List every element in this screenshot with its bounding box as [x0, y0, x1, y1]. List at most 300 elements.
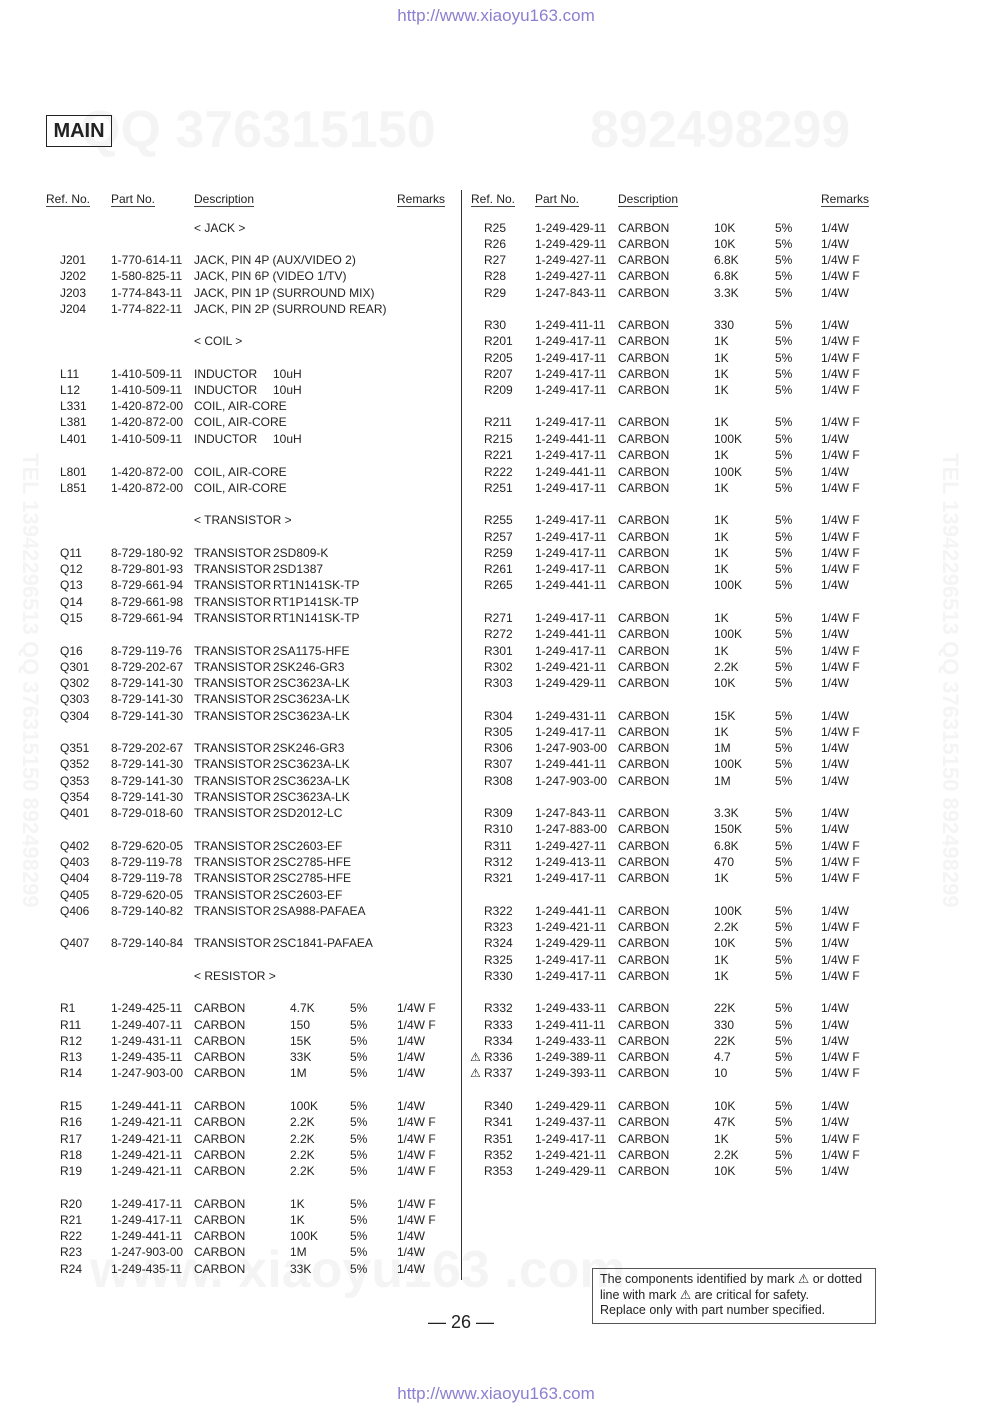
value: 1K [714, 725, 729, 739]
remarks: 1/4W F [821, 367, 860, 381]
part-no: 1-249-417-11 [535, 969, 607, 983]
part-type: 2SC2603-EF [273, 888, 343, 902]
category-label: < JACK > [194, 221, 246, 235]
part-no: 1-420-872-00 [111, 415, 184, 429]
description: CARBON [618, 1132, 670, 1146]
description: CARBON [618, 465, 670, 479]
tolerance: 5% [775, 1148, 793, 1162]
part-no: 1-249-433-11 [535, 1001, 607, 1015]
ref-no: R30 [484, 318, 507, 332]
description: TRANSISTOR [194, 936, 272, 950]
description: CARBON [618, 546, 670, 560]
remarks: 1/4W F [821, 269, 860, 283]
value: 4.7 [714, 1050, 731, 1064]
description: CARBON [618, 513, 670, 527]
part-no: 1-249-441-11 [535, 757, 607, 771]
remarks: 1/4W [821, 627, 850, 641]
ref-no: R215 [484, 432, 513, 446]
description: CARBON [618, 237, 670, 251]
value: 6.8K [714, 269, 739, 283]
tolerance: 5% [775, 709, 793, 723]
tolerance: 5% [350, 1115, 368, 1129]
value: 10uH [273, 432, 302, 446]
remarks: 1/4W F [821, 562, 860, 576]
remarks: 1/4W F [821, 351, 860, 365]
remarks: 1/4W [397, 1229, 426, 1243]
description: CARBON [618, 1115, 670, 1129]
part-type: RT1N141SK-TP [273, 578, 360, 592]
category-label: < RESISTOR > [194, 969, 276, 983]
value: 15K [714, 709, 736, 723]
page-number-text: — 26 — [427, 1312, 495, 1332]
tolerance: 5% [350, 1245, 368, 1259]
remarks: 1/4W F [821, 546, 860, 560]
tolerance: 5% [775, 936, 793, 950]
remarks: 1/4W F [397, 1001, 436, 1015]
ref-no: R255 [484, 513, 513, 527]
description: TRANSISTOR [194, 709, 272, 723]
ref-no: L11 [60, 367, 80, 381]
value: 2.2K [290, 1132, 315, 1146]
ref-no: R20 [60, 1197, 83, 1211]
part-no: 1-249-429-11 [535, 1099, 607, 1113]
description: CARBON [194, 1262, 246, 1276]
ref-no: R251 [484, 481, 513, 495]
ref-no: R17 [60, 1132, 83, 1146]
description: CARBON [618, 644, 670, 658]
tolerance: 5% [775, 660, 793, 674]
part-no: 8-729-801-93 [111, 562, 184, 576]
value: 47K [714, 1115, 736, 1129]
part-no: 1-249-429-11 [535, 676, 607, 690]
remarks: 1/4W [821, 1018, 850, 1032]
ref-no: J203 [60, 286, 87, 300]
description: CARBON [618, 774, 670, 788]
remarks: 1/4W [397, 1245, 426, 1259]
remarks: 1/4W [821, 709, 850, 723]
description: CARBON [194, 1050, 246, 1064]
tolerance: 5% [775, 644, 793, 658]
description: CARBON [194, 1245, 246, 1259]
tolerance: 5% [775, 1132, 793, 1146]
value: 150K [714, 822, 743, 836]
page-number [0, 1312, 922, 1333]
remarks: 1/4W F [397, 1115, 436, 1129]
ref-no: Q15 [60, 611, 83, 625]
part-no: 1-420-872-00 [111, 465, 184, 479]
remarks: 1/4W F [821, 513, 860, 527]
category-label: < TRANSISTOR > [194, 513, 292, 527]
ref-no: R19 [60, 1164, 83, 1178]
ref-no: R211 [484, 415, 512, 429]
header-desc: Description [194, 192, 255, 206]
remarks: 1/4W F [821, 1132, 860, 1146]
description: CARBON [618, 920, 670, 934]
tolerance: 5% [775, 465, 793, 479]
tolerance: 5% [775, 871, 793, 885]
ref-no: R207 [484, 367, 513, 381]
value: 2.2K [714, 660, 739, 674]
part-no: 1-249-441-11 [535, 904, 607, 918]
ref-no: R322 [484, 904, 513, 918]
remarks: 1/4W F [821, 530, 860, 544]
description: CARBON [194, 1213, 246, 1227]
description: TRANSISTOR [194, 741, 272, 755]
description: JACK, PIN 6P (VIDEO 1/TV) [194, 269, 347, 283]
value: 100K [714, 904, 743, 918]
description: TRANSISTOR [194, 806, 272, 820]
description: TRANSISTOR [194, 546, 272, 560]
description: CARBON [618, 709, 670, 723]
tolerance: 5% [775, 725, 793, 739]
part-no: 1-410-509-11 [111, 432, 183, 446]
part-no: 8-729-140-84 [111, 936, 184, 950]
ref-no: Q301 [60, 660, 90, 674]
description: TRANSISTOR [194, 562, 272, 576]
part-no: 1-249-431-11 [111, 1034, 183, 1048]
tolerance: 5% [775, 481, 793, 495]
ref-no: R11 [60, 1018, 82, 1032]
ref-no: Q12 [60, 562, 83, 576]
value: 3.3K [714, 806, 739, 820]
tolerance: 5% [775, 969, 793, 983]
tolerance: 5% [775, 1001, 793, 1015]
part-no: 1-249-441-11 [535, 578, 607, 592]
top-url[interactable]: http://www.xiaoyu163.com [397, 6, 595, 25]
ref-no: R1 [60, 1001, 76, 1015]
ref-no: R16 [60, 1115, 83, 1129]
remarks: 1/4W [821, 757, 850, 771]
value: 2.2K [290, 1164, 315, 1178]
ref-no: R309 [484, 806, 513, 820]
value: 10uH [273, 383, 302, 397]
part-no: 1-249-421-11 [111, 1115, 183, 1129]
part-no: 8-729-202-67 [111, 741, 184, 755]
tolerance: 5% [775, 774, 793, 788]
tolerance: 5% [350, 1001, 368, 1015]
part-type: 2SC2785-HFE [273, 871, 352, 885]
part-no: 8-729-119-76 [111, 644, 183, 658]
part-no: 1-249-429-11 [535, 237, 607, 251]
watermark [937, 453, 963, 973]
remarks: 1/4W [821, 1115, 850, 1129]
value: 10 [714, 1066, 728, 1080]
description: CARBON [618, 904, 670, 918]
tolerance: 5% [775, 367, 793, 381]
part-no: 1-249-417-11 [535, 546, 607, 560]
tolerance: 5% [775, 904, 793, 918]
tolerance: 5% [350, 1050, 368, 1064]
value: 100K [714, 757, 743, 771]
value: 1K [714, 415, 729, 429]
part-no: 1-249-425-11 [111, 1001, 183, 1015]
value: 1K [714, 513, 729, 527]
description: CARBON [618, 318, 670, 332]
ref-no: R325 [484, 953, 513, 967]
part-no: 1-249-429-11 [535, 936, 607, 950]
part-no: 8-729-141-30 [111, 757, 184, 771]
tolerance: 5% [350, 1066, 368, 1080]
ref-no: Q402 [60, 839, 90, 853]
value: 1K [714, 644, 729, 658]
description: CARBON [618, 1001, 670, 1015]
ref-no: Q303 [60, 692, 90, 706]
description: CARBON [618, 1148, 670, 1162]
description: CARBON [194, 1001, 246, 1015]
ref-no: R12 [60, 1034, 83, 1048]
description: CARBON [618, 221, 670, 235]
part-type: 2SC3623A-LK [273, 757, 350, 771]
part-no: 1-249-393-11 [535, 1066, 607, 1080]
ref-no: R341 [484, 1115, 513, 1129]
ref-no: R209 [484, 383, 513, 397]
tolerance: 5% [350, 1262, 368, 1276]
ref-no: R205 [484, 351, 513, 365]
remarks: 1/4W F [821, 969, 860, 983]
tolerance: 5% [775, 627, 793, 641]
tolerance: 5% [775, 611, 793, 625]
part-type: 2SC3623A-LK [273, 774, 350, 788]
part-no: 1-249-417-11 [535, 530, 607, 544]
value: 100K [714, 578, 743, 592]
value: 1K [714, 1132, 729, 1146]
safety-note-line: The components identified by mark ⚠ or dotted [600, 1272, 863, 1286]
remarks: 1/4W [821, 806, 850, 820]
tolerance: 5% [775, 351, 793, 365]
part-no: 8-729-141-30 [111, 774, 184, 788]
description: CARBON [618, 351, 670, 365]
part-type: 2SC2785-HFE [273, 855, 352, 869]
value: 15K [290, 1034, 312, 1048]
part-type: 2SC3623A-LK [273, 790, 350, 804]
remarks: 1/4W [821, 904, 850, 918]
description: CARBON [618, 1018, 670, 1032]
part-no: 1-420-872-00 [111, 481, 184, 495]
header-ref: Ref. No. [471, 192, 516, 206]
description: CARBON [618, 286, 670, 300]
remarks: 1/4W F [821, 448, 860, 462]
part-no: 1-249-417-11 [535, 953, 607, 967]
remarks: 1/4W F [821, 383, 860, 397]
description: CARBON [618, 953, 670, 967]
category-label: < COIL > [194, 334, 243, 348]
ref-no: L401 [60, 432, 87, 446]
ref-no: R303 [484, 676, 513, 690]
remarks: 1/4W [821, 774, 850, 788]
tolerance: 5% [350, 1148, 368, 1162]
value: 10K [714, 936, 736, 950]
description: TRANSISTOR [194, 644, 272, 658]
ref-no: Q405 [60, 888, 90, 902]
tolerance: 5% [775, 253, 793, 267]
part-type: RT1P141SK-TP [273, 595, 359, 609]
ref-no: R351 [484, 1132, 513, 1146]
tolerance: 5% [775, 432, 793, 446]
ref-no: R336 [484, 1050, 513, 1064]
remarks: 1/4W [821, 221, 850, 235]
tolerance: 5% [775, 286, 793, 300]
ref-no: Q13 [60, 578, 83, 592]
part-no: 8-729-140-82 [111, 904, 184, 918]
part-no: 8-729-119-78 [111, 871, 183, 885]
description: CARBON [618, 1050, 670, 1064]
value: 1K [714, 530, 729, 544]
ref-no: R332 [484, 1001, 513, 1015]
description: CARBON [194, 1148, 246, 1162]
tolerance: 5% [775, 237, 793, 251]
remarks: 1/4W [821, 1034, 850, 1048]
part-type: 2SK246-GR3 [273, 660, 345, 674]
ref-no: Q353 [60, 774, 90, 788]
part-no: 8-729-119-78 [111, 855, 183, 869]
part-no: 1-247-903-00 [535, 741, 608, 755]
header-part: Part No. [535, 192, 580, 206]
part-no: 8-729-141-30 [111, 709, 184, 723]
description: CARBON [194, 1034, 246, 1048]
description: CARBON [618, 1099, 670, 1113]
header-part: Part No. [111, 192, 156, 206]
value: 10K [714, 221, 736, 235]
remarks: 1/4W [821, 318, 850, 332]
ref-no: R24 [60, 1262, 83, 1276]
value: 2.2K [714, 920, 739, 934]
description: CARBON [194, 1197, 246, 1211]
part-no: 1-247-843-11 [535, 806, 607, 820]
value: 33K [290, 1050, 312, 1064]
tolerance: 5% [775, 806, 793, 820]
tolerance: 5% [775, 221, 793, 235]
part-no: 1-249-441-11 [535, 627, 607, 641]
remarks: 1/4W [821, 432, 850, 446]
tolerance: 5% [775, 855, 793, 869]
ref-no: R18 [60, 1148, 83, 1162]
ref-no: R305 [484, 725, 513, 739]
tolerance: 5% [350, 1132, 368, 1146]
description: COIL, AIR-CORE [194, 465, 287, 479]
description: TRANSISTOR [194, 839, 272, 853]
value: 1K [290, 1213, 305, 1227]
part-no: 1-247-903-00 [535, 774, 608, 788]
remarks: 1/4W F [397, 1197, 436, 1211]
part-no: 8-729-620-05 [111, 839, 184, 853]
description: TRANSISTOR [194, 660, 272, 674]
ref-no: L12 [60, 383, 81, 397]
warning-icon: ⚠ [470, 1066, 481, 1080]
description: TRANSISTOR [194, 790, 272, 804]
description: TRANSISTOR [194, 888, 272, 902]
remarks: 1/4W F [821, 1148, 860, 1162]
remarks: 1/4W F [397, 1018, 436, 1032]
description: CARBON [618, 415, 670, 429]
value: 330 [714, 1018, 735, 1032]
part-no: 1-247-883-00 [535, 822, 608, 836]
value: 1K [714, 969, 729, 983]
part-no: 1-249-417-11 [535, 644, 607, 658]
description: CARBON [618, 660, 670, 674]
value: 1K [714, 383, 729, 397]
value: 1K [714, 546, 729, 560]
description: CARBON [618, 1066, 670, 1080]
part-no: 1-249-411-11 [535, 318, 606, 332]
ref-no: R201 [484, 334, 513, 348]
description: CARBON [618, 936, 670, 950]
tolerance: 5% [350, 1018, 368, 1032]
part-type: 2SD2012-LC [273, 806, 343, 820]
part-no: 8-729-018-60 [111, 806, 184, 820]
description: TRANSISTOR [194, 578, 272, 592]
description: CARBON [618, 1034, 670, 1048]
description: CARBON [618, 367, 670, 381]
ref-no: R257 [484, 530, 513, 544]
part-no: 1-249-417-11 [535, 351, 607, 365]
ref-no: R25 [484, 221, 507, 235]
description: CARBON [618, 611, 670, 625]
part-no: 1-249-421-11 [535, 920, 607, 934]
value: 33K [290, 1262, 312, 1276]
ref-no: R311 [484, 839, 512, 853]
part-no: 1-249-421-11 [111, 1132, 183, 1146]
tolerance: 5% [350, 1164, 368, 1178]
description: TRANSISTOR [194, 692, 272, 706]
ref-no: R321 [484, 871, 513, 885]
ref-no: R28 [484, 269, 507, 283]
value: 2.2K [714, 1148, 739, 1162]
description: TRANSISTOR [194, 676, 272, 690]
value: 100K [714, 465, 743, 479]
bottom-url[interactable]: http://www.xiaoyu163.com [397, 1384, 595, 1403]
ref-no: Q16 [60, 644, 83, 658]
ref-no: R22 [60, 1229, 83, 1243]
description: TRANSISTOR [194, 611, 272, 625]
value: 6.8K [714, 839, 739, 853]
part-type: 2SD809-K [273, 546, 329, 560]
part-no: 1-249-441-11 [111, 1099, 183, 1113]
part-no: 1-249-417-11 [535, 513, 607, 527]
description: CARBON [618, 871, 670, 885]
part-no: 1-249-417-11 [535, 448, 607, 462]
tolerance: 5% [775, 448, 793, 462]
part-no: 1-249-407-11 [111, 1018, 183, 1032]
part-no: 1-249-421-11 [111, 1164, 183, 1178]
part-no: 1-249-437-11 [535, 1115, 607, 1129]
header-remarks: Remarks [397, 192, 446, 206]
part-no: 1-249-429-11 [535, 221, 607, 235]
description: CARBON [194, 1164, 246, 1178]
header-ref: Ref. No. [46, 192, 91, 206]
part-no: 1-249-417-11 [535, 334, 607, 348]
part-no: 1-249-417-11 [111, 1213, 183, 1227]
ref-no: R261 [484, 562, 513, 576]
value: 1K [714, 562, 729, 576]
part-type: 2SC1841-PAFAEA [273, 936, 373, 950]
part-type: 2SA988-PAFAEA [273, 904, 366, 918]
value: 470 [714, 855, 735, 869]
ref-no: R302 [484, 660, 513, 674]
part-no: 8-729-141-30 [111, 790, 184, 804]
header-desc: Description [618, 192, 679, 206]
value: 6.8K [714, 253, 739, 267]
value: 1K [714, 334, 729, 348]
ref-no: R23 [60, 1245, 83, 1259]
description: COIL, AIR-CORE [194, 399, 287, 413]
description: CARBON [618, 269, 670, 283]
ref-no: J202 [60, 269, 87, 283]
remarks: 1/4W [821, 936, 850, 950]
value: 1K [714, 448, 729, 462]
value: 1M [714, 741, 731, 755]
safety-note-line: line with mark ⚠ are critical for safety. [600, 1287, 809, 1302]
ref-no: R337 [484, 1066, 513, 1080]
